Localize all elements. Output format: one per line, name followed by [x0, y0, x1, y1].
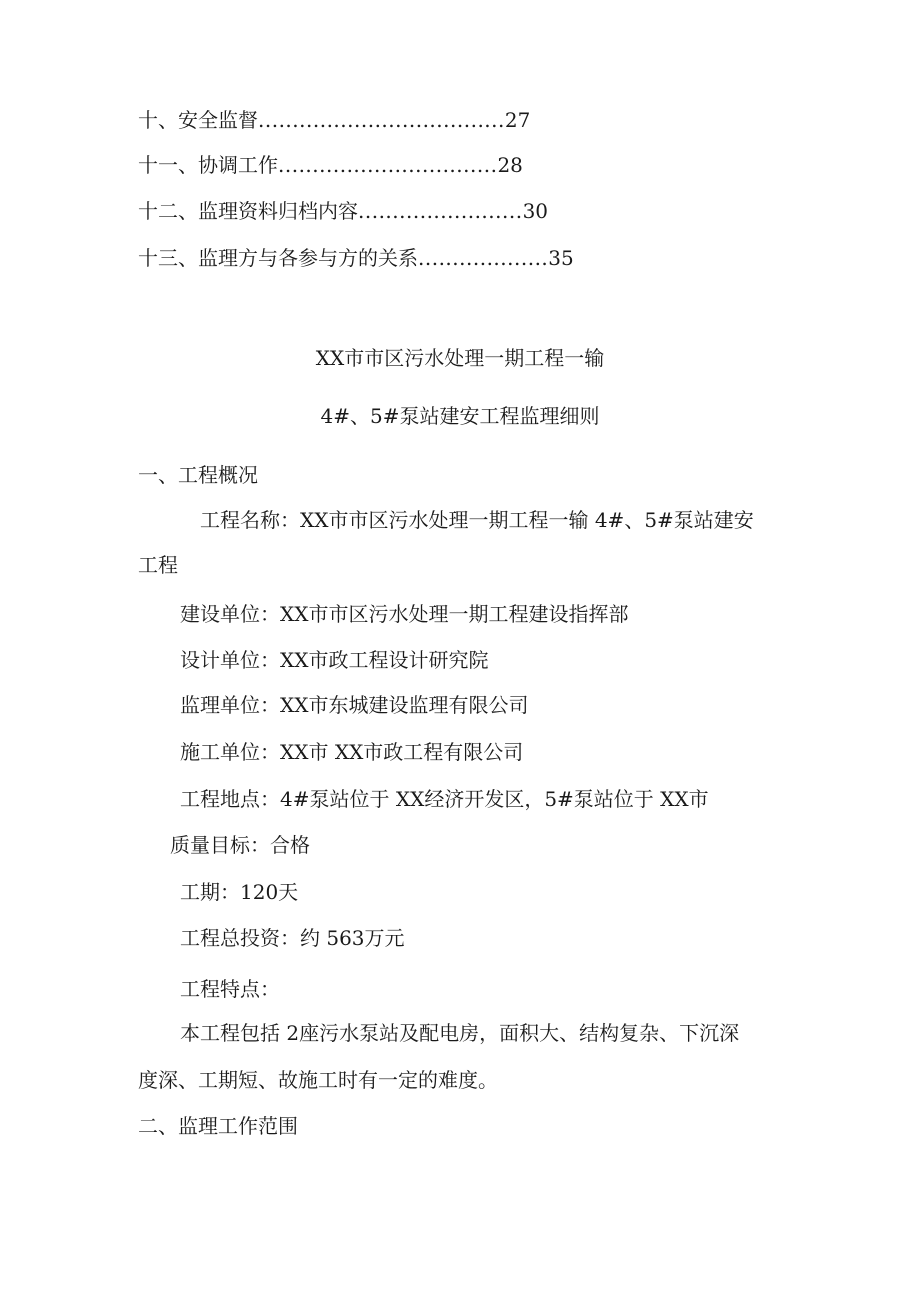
toc-item-coordination[interactable] — [138, 151, 523, 179]
toc-label: 十二、监理资料归档内容 — [138, 199, 358, 223]
toc-item-safety[interactable] — [138, 106, 530, 134]
project-duration: 工期：120天 — [180, 880, 299, 904]
project-location: 工程地点：4#泵站位于 XX经济开发区，5#泵站位于 XX市 — [180, 787, 709, 811]
toc-page-number: 27 — [504, 108, 531, 132]
features-label: 工程特点： — [180, 977, 280, 1001]
toc-label: 十三、监理方与各参与方的关系 — [138, 246, 418, 270]
toc-item-archiving[interactable] — [138, 197, 548, 225]
design-unit: 设计单位：XX市政工程设计研究院 — [180, 648, 489, 672]
quality-target: 质量目标：合格 — [170, 833, 310, 857]
total-investment: 工程总投资：约 563万元 — [180, 926, 405, 950]
toc-page-number: 35 — [548, 246, 574, 270]
toc-leader-dots: ........................ — [358, 199, 523, 223]
toc-label: 十一、协调工作 — [138, 153, 278, 177]
toc-page-number: 30 — [522, 199, 549, 223]
features-line-2: 度深、工期短、故施工时有一定的难度。 — [138, 1068, 498, 1092]
project-name-line-1: 工程名称：XX市市区污水处理一期工程一输 4#、5#泵站建安 — [200, 508, 754, 532]
supervision-unit: 监理单位：XX市东城建设监理有限公司 — [180, 693, 529, 717]
toc-page-number: 28 — [497, 153, 523, 177]
project-name-line-2: 工程 — [138, 553, 178, 577]
toc-label: 十、安全监督 — [138, 108, 258, 132]
document-title-line-2: 4#、5#泵站建安工程监理细则 — [320, 404, 600, 428]
toc-leader-dots: .................................... — [258, 108, 505, 132]
features-line-1: 本工程包括 2座污水泵站及配电房，面积大、结构复杂、下沉深 — [180, 1021, 740, 1045]
owner-unit: 建设单位：XX市市区污水处理一期工程建设指挥部 — [180, 602, 629, 626]
toc-leader-dots: ................................ — [278, 153, 498, 177]
toc-leader-dots: ................... — [418, 246, 549, 270]
construction-unit: 施工单位：XX市 XX市政工程有限公司 — [180, 740, 524, 764]
section-heading-overview: 一、工程概况 — [138, 463, 258, 487]
toc-item-relations[interactable] — [138, 244, 574, 272]
document-title-line-1: XX市市区污水处理一期工程一输 — [315, 346, 605, 370]
section-heading-scope: 二、监理工作范围 — [138, 1114, 298, 1138]
